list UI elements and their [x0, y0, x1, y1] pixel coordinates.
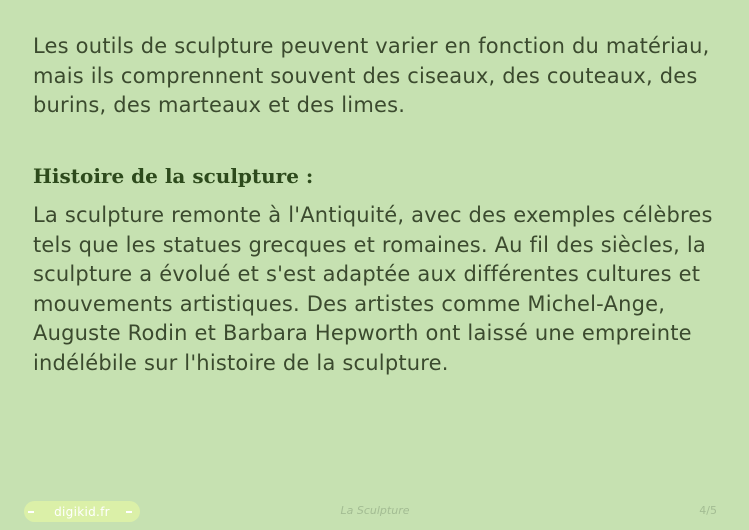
footer-logo[interactable]: [24, 501, 140, 522]
footer-title: La Sculpture: [340, 504, 410, 517]
logo-dash-left-icon: [28, 511, 34, 513]
history-paragraph: La sculpture remonte à l'Antiquité, avec des exemples célèbres tels que les statues grecques et romaines. Au fil des siècles, la sculpture a évolué et s'est adaptée aux différentes cultures et mouvements artistiques. Des artistes comme Michel-Ange, Auguste Rodin et Barbara Hepworth ont laissé une empreinte indélébile sur l'histoire de la sculpture.: [33, 203, 713, 375]
history-heading: Histoire de la sculpture :: [33, 164, 314, 188]
logo-dash-right-icon: [126, 511, 132, 513]
tools-paragraph: Les outils de sculpture peuvent varier en fonction du matériau, mais ils comprennent souvent des ciseaux, des couteaux, des burins, des marteaux et des limes.: [33, 34, 710, 117]
logo-text: digikid.fr: [54, 504, 110, 519]
page-number: 4/5: [699, 504, 717, 517]
